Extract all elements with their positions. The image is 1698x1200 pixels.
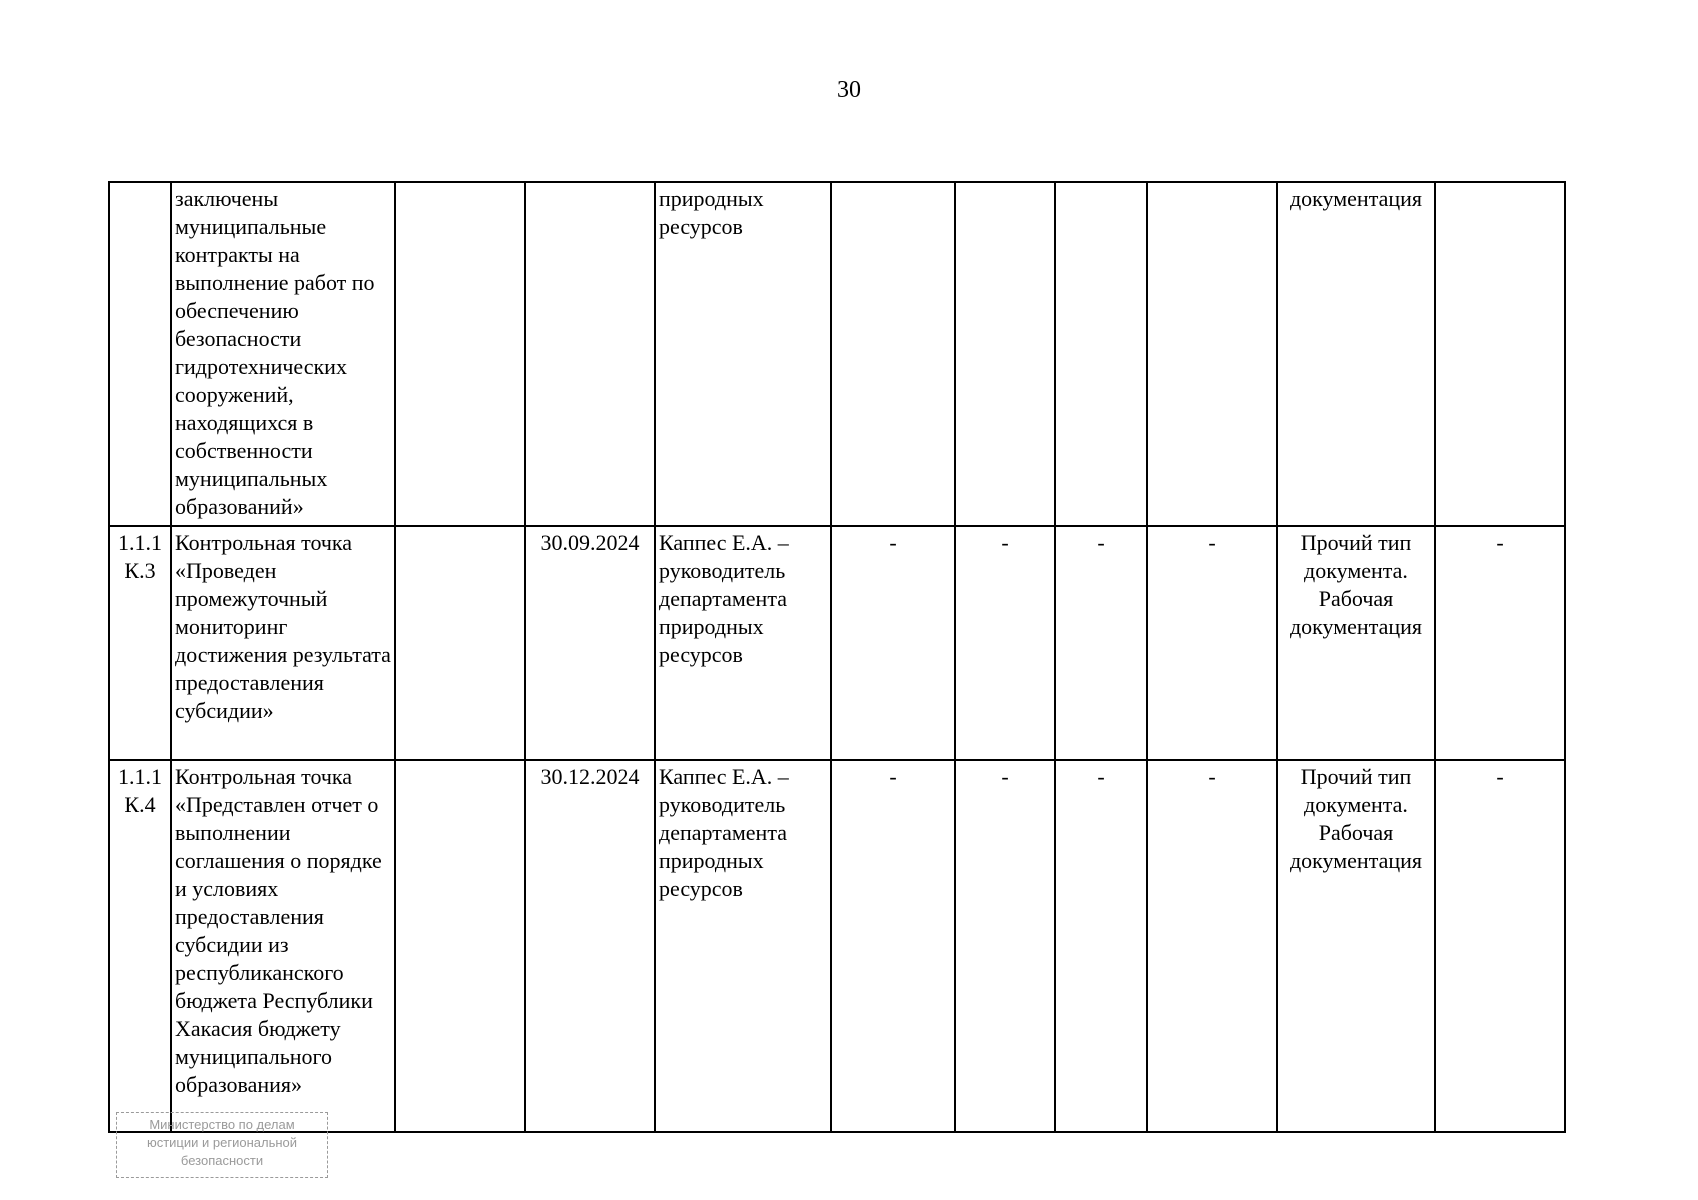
event-name-cell: Контрольная точка «Представлен отчет о выполнении соглашения о порядке и условиях предоставления субсидии из республиканского бюджета Республики Хакасия бюджету муниципального образования»	[171, 760, 395, 1132]
doc-type-cell: Прочий тип документа. Рабочая документация	[1277, 526, 1435, 760]
responsible-cell: природных ресурсов	[655, 182, 831, 526]
doc-type-cell: Прочий тип документа. Рабочая документация	[1277, 760, 1435, 1132]
value-cell: -	[831, 760, 955, 1132]
doc-type-cell: документация	[1277, 182, 1435, 526]
event-name-cell: заключены муниципальные контракты на выполнение работ по обеспечению безопасности гидротехнических сооружений, находящихся в собственности муниципальных образований»	[171, 182, 395, 526]
value-cell	[1147, 182, 1277, 526]
empty-cell	[395, 760, 525, 1132]
value-cell	[955, 182, 1055, 526]
table-row	[109, 760, 1565, 1132]
date-cell	[525, 182, 655, 526]
value-cell	[1055, 182, 1147, 526]
value-cell: -	[1147, 760, 1277, 1132]
value-cell: -	[831, 526, 955, 760]
date-cell: 30.12.2024	[525, 760, 655, 1132]
value-cell: -	[1055, 526, 1147, 760]
table-row	[109, 182, 1565, 526]
registration-stamp	[116, 1112, 328, 1178]
event-name-cell: Контрольная точка «Проведен промежуточный мониторинг достижения результата предоставления субсидии»	[171, 526, 395, 760]
responsible-cell: Каппес Е.А. – руководитель департамента природных ресурсов	[655, 760, 831, 1132]
stamp-line: безопасности	[180, 1153, 264, 1168]
control-points-table	[108, 181, 1566, 1133]
value-cell: -	[1435, 526, 1565, 760]
empty-cell	[395, 182, 525, 526]
value-cell: -	[1147, 526, 1277, 760]
stamp-line: юстиции и региональной	[146, 1135, 298, 1150]
date-cell: 30.09.2024	[525, 526, 655, 760]
row-number-cell: 1.1.1 К.3	[109, 526, 171, 760]
responsible-cell: Каппес Е.А. – руководитель департамента природных ресурсов	[655, 526, 831, 760]
value-cell: -	[1435, 760, 1565, 1132]
value-cell: -	[955, 526, 1055, 760]
value-cell: -	[955, 760, 1055, 1132]
stamp-line: Министерство по делам	[149, 1117, 295, 1132]
row-number-cell	[109, 182, 171, 526]
empty-cell	[395, 526, 525, 760]
table-row	[109, 526, 1565, 760]
value-cell: -	[1055, 760, 1147, 1132]
value-cell	[831, 182, 955, 526]
value-cell	[1435, 182, 1565, 526]
row-number-cell: 1.1.1 К.4	[109, 760, 171, 1132]
page-number: 30	[837, 77, 861, 103]
